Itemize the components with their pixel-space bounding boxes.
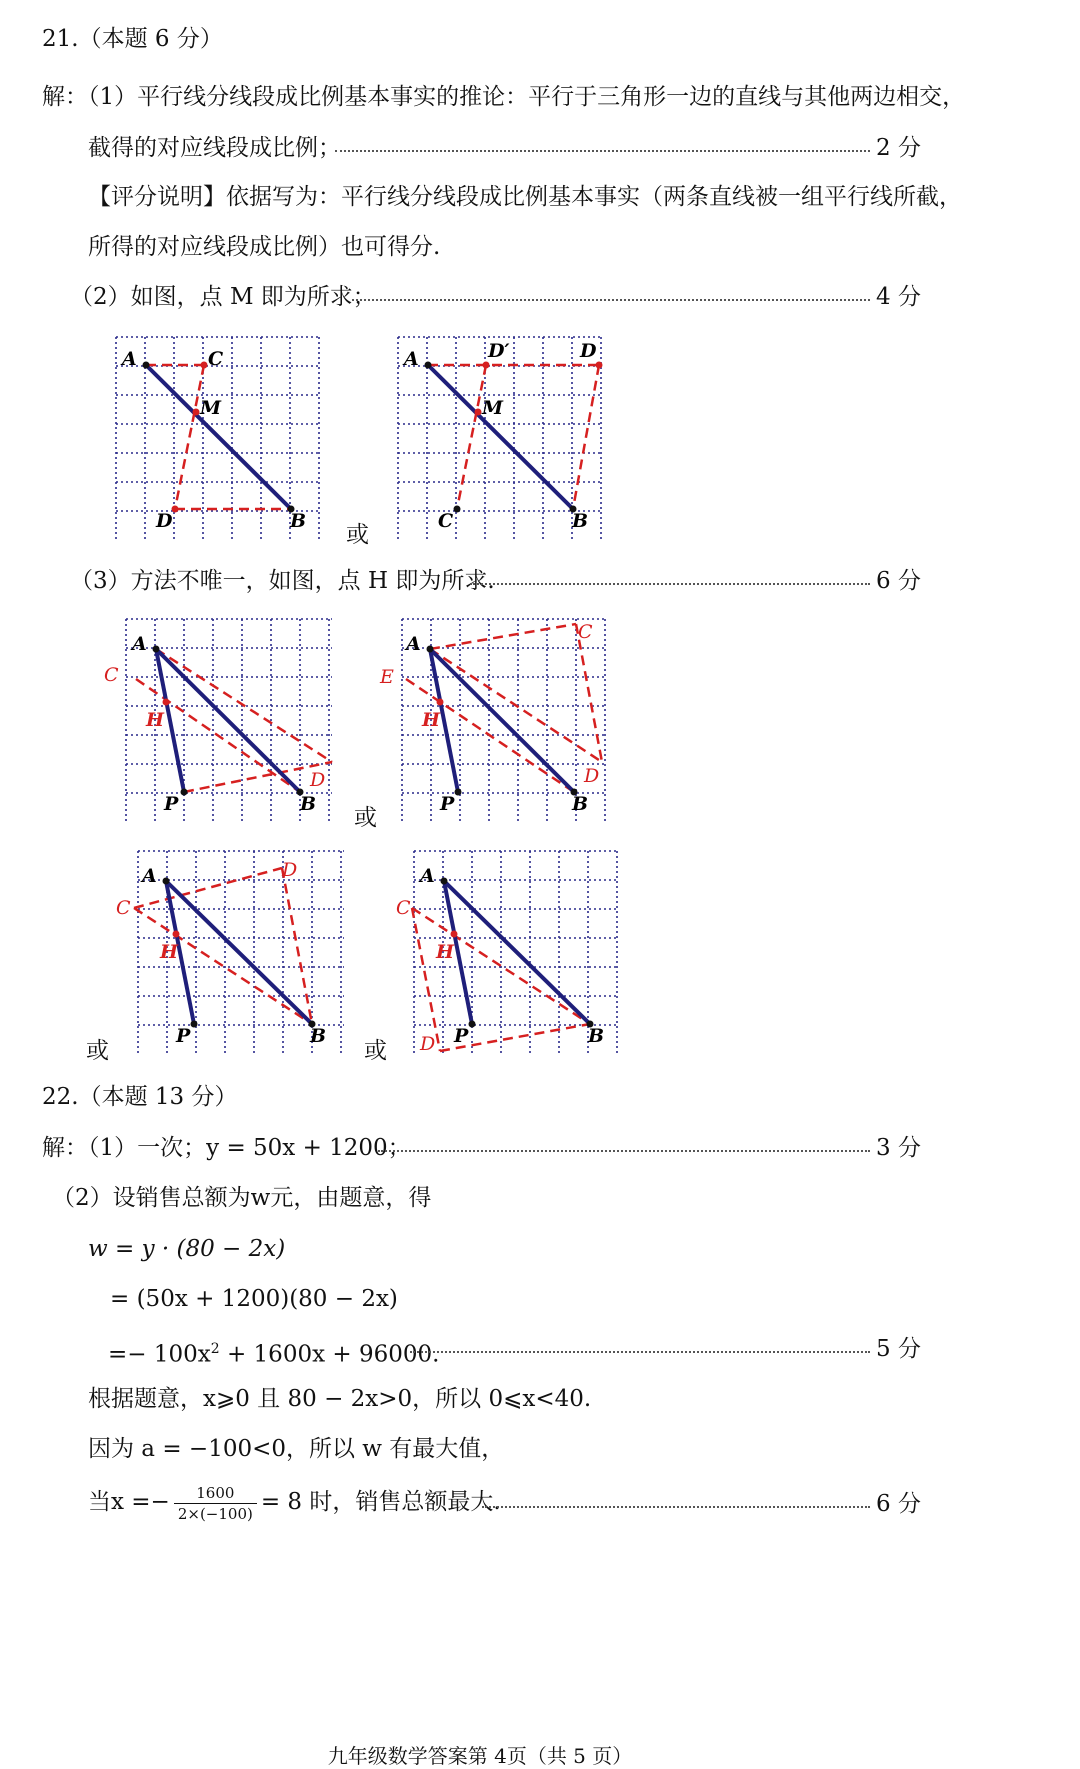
label-a: A [122, 348, 137, 370]
q22-title: 22.（本题 13 分） [42, 1084, 238, 1110]
label-a: A [142, 865, 157, 887]
label-d: D [310, 769, 326, 791]
q21-part1-line1: 解：（1）平行线分线段成比例基本事实的推论：平行于三角形一边的直线与其他两边相交， [42, 84, 966, 110]
label-c: C [208, 348, 224, 370]
equation-3-post: + 1600x + 96000. [219, 1341, 440, 1368]
label-c: C [438, 510, 454, 532]
point-a [427, 646, 434, 653]
label-c: C [396, 897, 411, 919]
label-d: D [580, 340, 597, 362]
segment-ab [146, 365, 291, 509]
point-p [191, 1021, 198, 1028]
label-b: B [300, 793, 317, 815]
figure-2-grid [392, 332, 606, 544]
q21-part2-text: （2）如图，点 M 即为所求； [70, 284, 376, 310]
equation-3 [108, 1334, 439, 1370]
or-text: 或 [346, 522, 369, 548]
q22-part1-text: 解：（1）一次；y = 50x + 1200； [42, 1135, 411, 1161]
max-value-post: = 8 时，销售总额最大. [260, 1489, 501, 1515]
dashed-d-prime-c [457, 365, 486, 509]
point-p [469, 1021, 476, 1028]
score-5: 5 分 [876, 1336, 921, 1362]
label-h: H [146, 709, 164, 731]
label-b: B [572, 510, 589, 532]
segment-ab [156, 649, 300, 792]
figure-5-grid [112, 846, 348, 1058]
score-6: 6 分 [876, 1491, 921, 1517]
point-p [455, 789, 462, 796]
page-footer: 九年级数学答案第 4页（共 5 页） [327, 1744, 633, 1768]
label-m: M [482, 397, 504, 419]
point-a [425, 362, 432, 369]
label-b: B [588, 1025, 605, 1047]
segment-ab [428, 365, 573, 509]
equation-3-pre: =− 100x [108, 1341, 211, 1368]
label-d-prime: D′ [488, 340, 510, 362]
max-condition: 因为 a = −100<0，所以 w 有最大值， [88, 1436, 505, 1462]
equation-3-exponent: 2 [210, 1341, 220, 1357]
dashed-cb [134, 908, 312, 1024]
domain-condition: 根据题意，x⩾0 且 80 − 2x>0，所以 0⩽x<40. [88, 1386, 592, 1412]
score-6: 6 分 [876, 568, 921, 594]
figure-1-grid [110, 332, 324, 544]
dot-leader [410, 1351, 870, 1353]
point-c [201, 362, 208, 369]
point-d [172, 506, 179, 513]
label-d: D [282, 859, 298, 881]
q21-part3-text: （3）方法不唯一，如图，点 H 即为所求. [70, 568, 495, 594]
label-b: B [572, 793, 589, 815]
segment-ab [430, 649, 574, 792]
or-text: 或 [86, 1038, 109, 1064]
label-a: A [132, 633, 147, 655]
dashed-cd [412, 908, 440, 1051]
point-m [475, 409, 482, 416]
point-p [181, 789, 188, 796]
figure-6-grid [390, 846, 622, 1058]
scoring-note-line2: 所得的对应线段成比例）也可得分. [88, 234, 441, 260]
point-h [173, 931, 180, 938]
point-h [451, 931, 458, 938]
label-m: M [200, 397, 222, 419]
label-d: D [584, 765, 600, 787]
dot-leader [335, 150, 870, 152]
dot-leader [352, 299, 870, 301]
dot-leader [482, 1506, 870, 1508]
dashed-ac [430, 624, 576, 649]
q21-part1-line2: 截得的对应线段成比例； [88, 135, 341, 161]
dashed-cd [175, 365, 204, 509]
dot-leader [470, 583, 870, 585]
max-value-line [88, 1482, 501, 1524]
label-c: C [116, 897, 131, 919]
label-h: H [436, 941, 454, 963]
point-a [163, 878, 170, 885]
label-p: P [440, 793, 455, 815]
label-c: C [578, 621, 593, 643]
fraction-numerator: 1600 [174, 1483, 257, 1504]
fraction [174, 1483, 257, 1524]
label-a: A [404, 348, 419, 370]
label-d: D [420, 1033, 436, 1055]
point-a [143, 362, 150, 369]
point-d [596, 362, 603, 369]
point-m [193, 409, 200, 416]
label-d: D [156, 510, 173, 532]
point-a [153, 646, 160, 653]
figure-4-grid [378, 614, 610, 826]
q22-part2-text: （2）设销售总额为w元，由题意，得 [52, 1185, 432, 1211]
point-h [163, 699, 170, 706]
or-text: 或 [364, 1038, 387, 1064]
label-h: H [422, 709, 440, 731]
label-c: C [104, 664, 119, 686]
equation-1: w = y · (80 − 2x) [88, 1236, 286, 1262]
figure-3-grid [100, 614, 336, 826]
label-b: B [290, 510, 307, 532]
label-b: B [310, 1025, 327, 1047]
label-a: A [420, 865, 435, 887]
equation-2: = (50x + 1200)(80 − 2x) [110, 1286, 398, 1312]
dashed-cb [136, 679, 300, 792]
fraction-denominator: 2×(−100) [177, 1504, 253, 1523]
scoring-note-line1: 【评分说明】依据写为：平行线分线段成比例基本事实（两条直线被一组平行线所截， [88, 184, 962, 210]
dot-leader [378, 1150, 870, 1152]
max-value-pre: 当x =− [88, 1489, 170, 1515]
score-2: 2 分 [876, 135, 921, 161]
label-p: P [454, 1025, 469, 1047]
point-d-prime [483, 362, 490, 369]
dashed-cd [576, 624, 602, 762]
label-a: A [406, 633, 421, 655]
score-4: 4 分 [876, 284, 921, 310]
point-a [441, 878, 448, 885]
label-p: P [164, 793, 179, 815]
label-p: P [176, 1025, 191, 1047]
or-text: 或 [354, 805, 377, 831]
score-3: 3 分 [876, 1135, 921, 1161]
label-e: E [380, 666, 394, 688]
point-h [437, 699, 444, 706]
label-h: H [160, 941, 178, 963]
dashed-db [573, 365, 599, 509]
point-c [454, 506, 461, 513]
q21-title: 21.（本题 6 分） [42, 26, 223, 52]
